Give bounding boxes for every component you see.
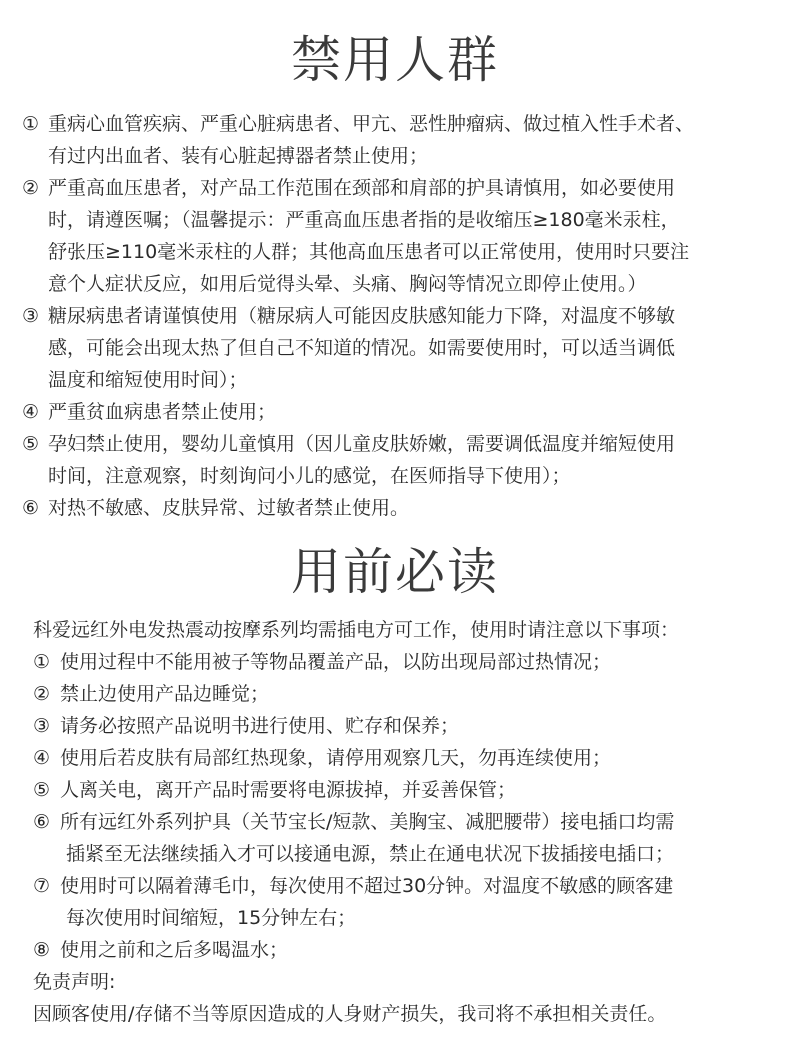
item-line: 使用之前和之后多喝温水； xyxy=(60,939,289,961)
read-before-use-heading: 用前必读 xyxy=(291,543,499,601)
item-line: 舒张压≥110毫米汞柱的人群；其他高血压患者可以正常使用，使用时只要注 xyxy=(48,241,690,263)
item-line: 意个人症状反应，如用后觉得头晕、头痛、胸闷等情况立即停止使用。） xyxy=(48,273,647,295)
item-line: 有过内出血者、装有心脏起搏器者禁止使用； xyxy=(48,145,429,167)
item-number: ⑦ xyxy=(33,875,51,897)
contraindications-list xyxy=(0,108,790,524)
list-item xyxy=(0,428,790,492)
list-item xyxy=(0,806,790,870)
item-number: ⑥ xyxy=(33,811,51,833)
item-line: 严重贫血病患者禁止使用； xyxy=(48,401,277,423)
list-item xyxy=(0,870,790,934)
item-number: ③ xyxy=(33,715,51,737)
list-item xyxy=(0,492,790,524)
list-item xyxy=(0,646,790,678)
item-number: ① xyxy=(33,651,51,673)
item-number: ① xyxy=(22,113,40,135)
item-line: 重病心血管疾病、严重心脏病患者、甲亢、恶性肿瘤病、做过植入性手术者、 xyxy=(48,113,695,135)
item-line: 使用时可以隔着薄毛巾，每次使用不超过30分钟。对温度不敏感的顾客建 xyxy=(60,875,674,897)
item-number: ② xyxy=(22,177,40,199)
item-line: 请务必按照产品说明书进行使用、贮存和保养； xyxy=(60,715,460,737)
item-line: 人离关电，离开产品时需要将电源拔掉，并妥善保管； xyxy=(60,779,517,801)
list-item xyxy=(0,300,790,396)
list-item xyxy=(0,742,790,774)
item-number: ④ xyxy=(22,401,40,423)
intro-text: 科爱远红外电发热震动按摩系列均需插电方可工作，使用时请注意以下事项： xyxy=(33,619,680,641)
item-number: ③ xyxy=(22,305,40,327)
disclaimer-label: 免责声明: xyxy=(33,971,116,993)
item-line: 插紧至无法继续插入才可以接通电源，禁止在通电状况下拔插接电插口； xyxy=(66,843,675,865)
item-line: 严重高血压患者，对产品工作范围在颈部和肩部的护具请慎用，如必要使用 xyxy=(48,177,676,199)
list-item xyxy=(0,396,790,428)
item-line: 时间，注意观察，时刻询问小儿的感觉，在医师指导下使用）； xyxy=(48,465,571,487)
list-item xyxy=(0,172,790,300)
contraindications-heading: 禁用人群 xyxy=(291,31,499,89)
item-number: ⑤ xyxy=(33,779,51,801)
list-item xyxy=(0,108,790,172)
item-line: 时，请遵医嘱；（温馨提示：严重高血压患者指的是收缩压≥180毫米汞柱， xyxy=(48,209,680,231)
item-line: 使用后若皮肤有局部红热现象，请停用观察几天，勿再连续使用； xyxy=(60,747,612,769)
list-item xyxy=(0,678,790,710)
item-number: ⑥ xyxy=(22,497,40,519)
item-line: 禁止边使用产品边睡觉； xyxy=(60,683,270,705)
item-line: 每次使用时间缩短，15分钟左右； xyxy=(66,907,357,929)
item-line: 糖尿病患者请谨慎使用（糖尿病人可能因皮肤感知能力下降，对温度不够敏 xyxy=(48,305,676,327)
item-line: 所有远红外系列护具（关节宝长/短款、美胸宝、减肥腰带）接电插口均需 xyxy=(60,811,675,833)
item-line: 温度和缩短使用时间）； xyxy=(48,369,248,391)
disclaimer-text: 因顾客使用/存储不当等原因造成的人身财产损失，我司将不承担相关责任。 xyxy=(33,1003,667,1025)
list-item xyxy=(0,710,790,742)
list-item xyxy=(0,934,790,966)
item-line: 对热不敏感、皮肤异常、过敏者禁止使用。 xyxy=(48,497,410,519)
item-number: ② xyxy=(33,683,51,705)
list-item xyxy=(0,774,790,806)
item-number: ④ xyxy=(33,747,51,769)
item-line: 孕妇禁止使用，婴幼儿童慎用（因儿童皮肤娇嫩，需要调低温度并缩短使用 xyxy=(48,433,676,455)
item-number: ⑤ xyxy=(22,433,40,455)
item-number: ⑧ xyxy=(33,939,51,961)
item-line: 感，可能会出现太热了但自己不知道的情况。如需要使用时，可以适当调低 xyxy=(48,337,676,359)
item-line: 使用过程中不能用被子等物品覆盖产品，以防出现局部过热情况； xyxy=(60,651,612,673)
read-before-use-list xyxy=(0,614,790,1030)
